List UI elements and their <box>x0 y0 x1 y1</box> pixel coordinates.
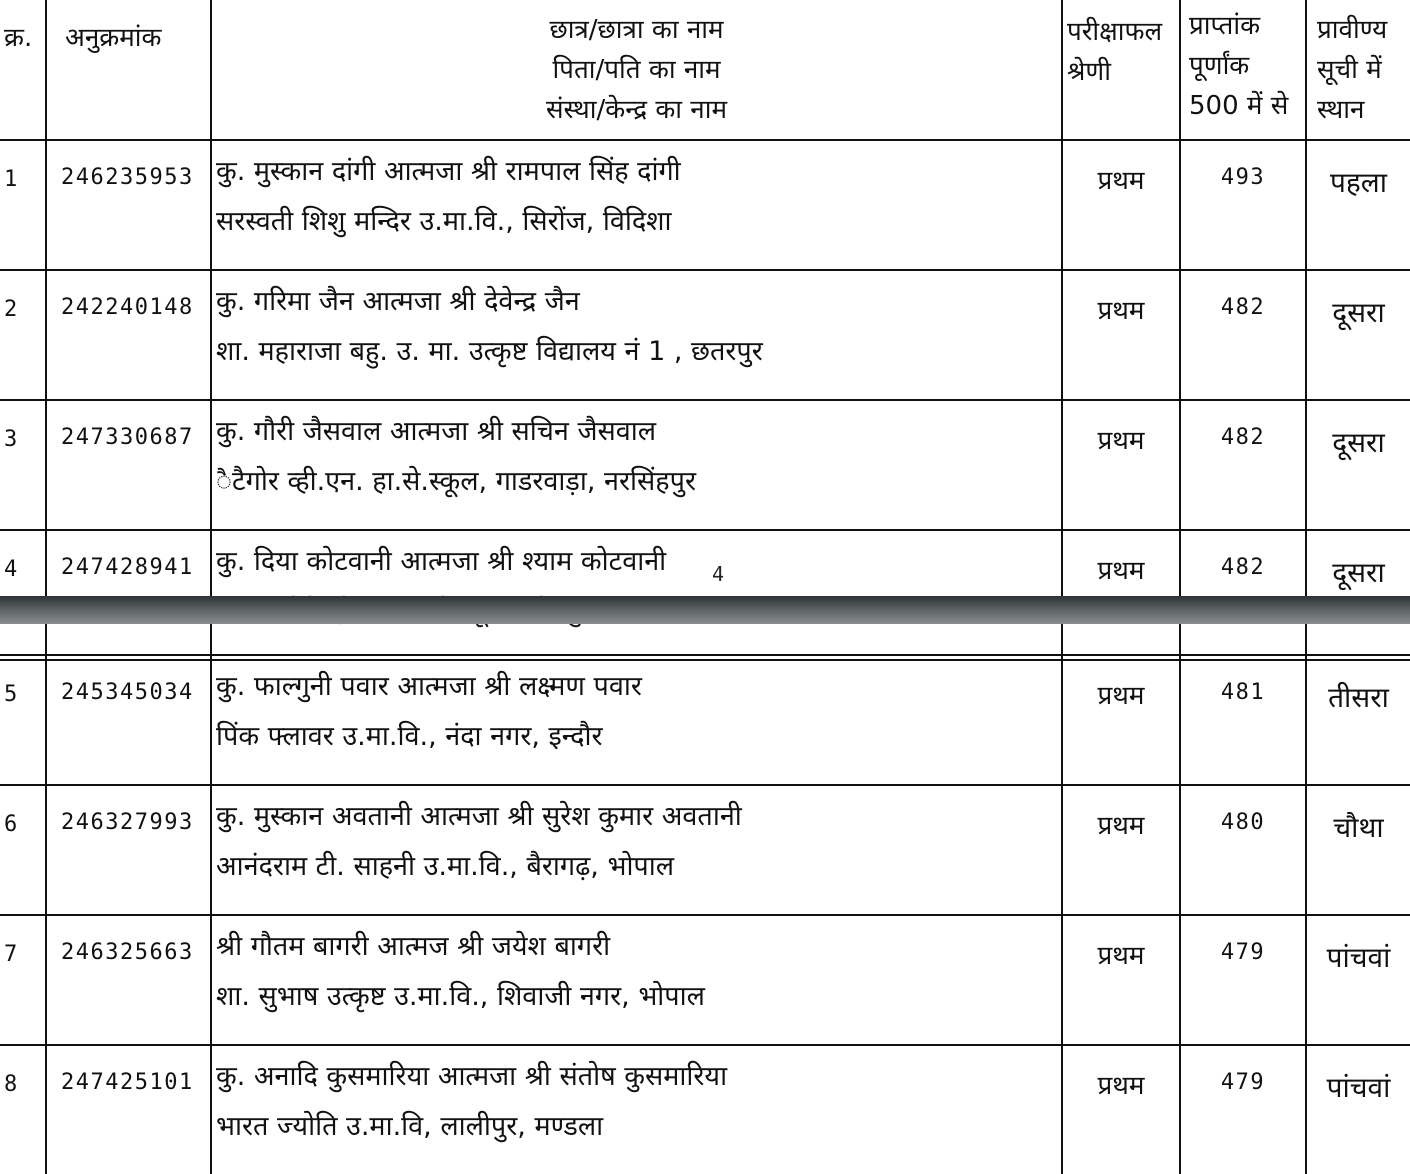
header-name-line: पिता/पति का नाम <box>552 55 721 85</box>
result-category: प्रथम <box>1062 1045 1180 1174</box>
school-name: पिंक फ्लावर उ.मा.वि., नंदा नगर, इन्दौर <box>216 721 603 752</box>
student-details <box>211 400 1062 530</box>
merit-rank: तीसरा <box>1306 655 1410 785</box>
roll-number: 247425101 <box>46 1045 211 1174</box>
student-details <box>211 270 1062 400</box>
serial-number: 6 <box>0 785 46 915</box>
result-category: प्रथम <box>1062 785 1180 915</box>
roll-number: 242240148 <box>46 270 211 400</box>
roll-number: 245345034 <box>46 655 211 785</box>
roll-number: 247428941 <box>46 530 211 660</box>
marks-obtained: 479 <box>1180 915 1306 1045</box>
header-rank-line: सूची में <box>1317 55 1382 85</box>
serial-number: 1 <box>0 140 46 270</box>
result-category: प्रथम <box>1062 915 1180 1045</box>
table-row <box>0 530 1410 660</box>
header-name-line: संस्था/केन्द्र का नाम <box>545 95 728 125</box>
header-marks-line: प्राप्तांक <box>1189 11 1261 41</box>
marks-obtained: 480 <box>1180 785 1306 915</box>
marks-obtained: 493 <box>1180 140 1306 270</box>
result-category: प्रथम <box>1062 400 1180 530</box>
student-details <box>211 785 1062 915</box>
student-name: कु. अनादि कुसमारिया आत्मजा श्री संतोष कुसमारिया <box>216 1061 728 1092</box>
serial-number: 4 <box>0 530 46 660</box>
table-header-row <box>0 0 1410 140</box>
student-details <box>211 915 1062 1045</box>
merit-rank: दूसरा <box>1306 530 1410 660</box>
header-serial: क्र. <box>0 0 46 140</box>
student-details <box>211 1045 1062 1174</box>
student-name: कु. गरिमा जैन आत्मजा श्री देवेन्द्र जैन <box>216 286 580 317</box>
school-name: ैटैगोर व्ही.एन. हा.से.स्कूल, गाडरवाड़ा, नरसिंहपुर <box>216 466 696 497</box>
roll-number: 247330687 <box>46 400 211 530</box>
merit-rank: पांचवां <box>1306 1045 1410 1174</box>
roll-number: 246327993 <box>46 785 211 915</box>
page-separator <box>0 596 1410 624</box>
student-name: श्री गौतम बागरी आत्मज श्री जयेश बागरी <box>216 931 611 962</box>
student-name: कु. फाल्गुनी पवार आत्मजा श्री लक्ष्मण पवार <box>216 671 642 702</box>
table-row <box>0 915 1410 1045</box>
student-name: कु. गौरी जैसवाल आत्मजा श्री सचिन जैसवाल <box>216 416 657 447</box>
header-marks-line: 500 में से <box>1189 91 1289 121</box>
result-category: प्रथम <box>1062 530 1180 660</box>
result-category: प्रथम <box>1062 655 1180 785</box>
merit-rank: पांचवां <box>1306 915 1410 1045</box>
serial-number: 7 <box>0 915 46 1045</box>
marks-obtained: 482 <box>1180 270 1306 400</box>
student-details <box>211 530 1062 660</box>
table-row <box>0 785 1410 915</box>
serial-number: 8 <box>0 1045 46 1174</box>
header-marks-line: पूर्णांक <box>1189 51 1250 81</box>
table-row <box>0 140 1410 270</box>
student-name: कु. दिया कोटवानी आत्मजा श्री श्याम कोटवानी <box>216 546 667 577</box>
student-details <box>211 655 1062 785</box>
roll-number: 246235953 <box>46 140 211 270</box>
student-name: कु. मुस्कान अवतानी आत्मजा श्री सुरेश कुमार अवतानी <box>216 801 742 832</box>
table-row <box>0 1045 1410 1174</box>
serial-number: 2 <box>0 270 46 400</box>
roll-number: 246325663 <box>46 915 211 1045</box>
school-name: भारत ज्योति उ.मा.वि, लालीपुर, मण्डला <box>216 1111 604 1142</box>
merit-rank: चौथा <box>1306 785 1410 915</box>
header-roll-number: अनुक्रमांक <box>46 0 211 140</box>
header-name-line: छात्र/छात्रा का नाम <box>549 15 724 45</box>
header-category-line: श्रेणी <box>1067 57 1111 87</box>
merit-table-page-5 <box>0 654 1410 1174</box>
school-name: आनंदराम टी. साहनी उ.मा.वि., बैरागढ़, भोपाल <box>216 851 675 882</box>
table-row <box>0 270 1410 400</box>
result-category: प्रथम <box>1062 140 1180 270</box>
page-number: 4 <box>711 562 725 586</box>
merit-rank: पहला <box>1306 140 1410 270</box>
merit-rank: दूसरा <box>1306 270 1410 400</box>
student-name: कु. मुस्कान दांगी आत्मजा श्री रामपाल सिंह दांगी <box>216 156 681 187</box>
school-name: शा. सुभाष उत्कृष्ट उ.मा.वि., शिवाजी नगर, भोपाल <box>216 981 705 1012</box>
table-row <box>0 400 1410 530</box>
header-category-line: परीक्षाफल <box>1067 17 1163 47</box>
school-name: शा. महाराजा बहु. उ. मा. उत्कृष्ट विद्यालय नं 1 , छतरपुर <box>216 336 763 367</box>
marks-obtained: 481 <box>1180 655 1306 785</box>
serial-number: 5 <box>0 655 46 785</box>
student-details <box>211 140 1062 270</box>
marks-obtained: 482 <box>1180 400 1306 530</box>
merit-rank: दूसरा <box>1306 400 1410 530</box>
table-row <box>0 655 1410 785</box>
header-rank-line: स्थान <box>1317 95 1365 125</box>
marks-obtained: 479 <box>1180 1045 1306 1174</box>
header-result-category <box>1062 0 1180 140</box>
header-marks <box>1180 0 1306 140</box>
school-name: सरस्वती शिशु मन्दिर उ.मा.वि., सिरोंज, विदिशा <box>216 206 672 237</box>
header-merit-rank <box>1306 0 1410 140</box>
result-category: प्रथम <box>1062 270 1180 400</box>
header-rank-line: प्रावीण्य <box>1317 15 1388 45</box>
marks-obtained: 482 <box>1180 530 1306 660</box>
serial-number: 3 <box>0 400 46 530</box>
header-name <box>211 0 1062 140</box>
